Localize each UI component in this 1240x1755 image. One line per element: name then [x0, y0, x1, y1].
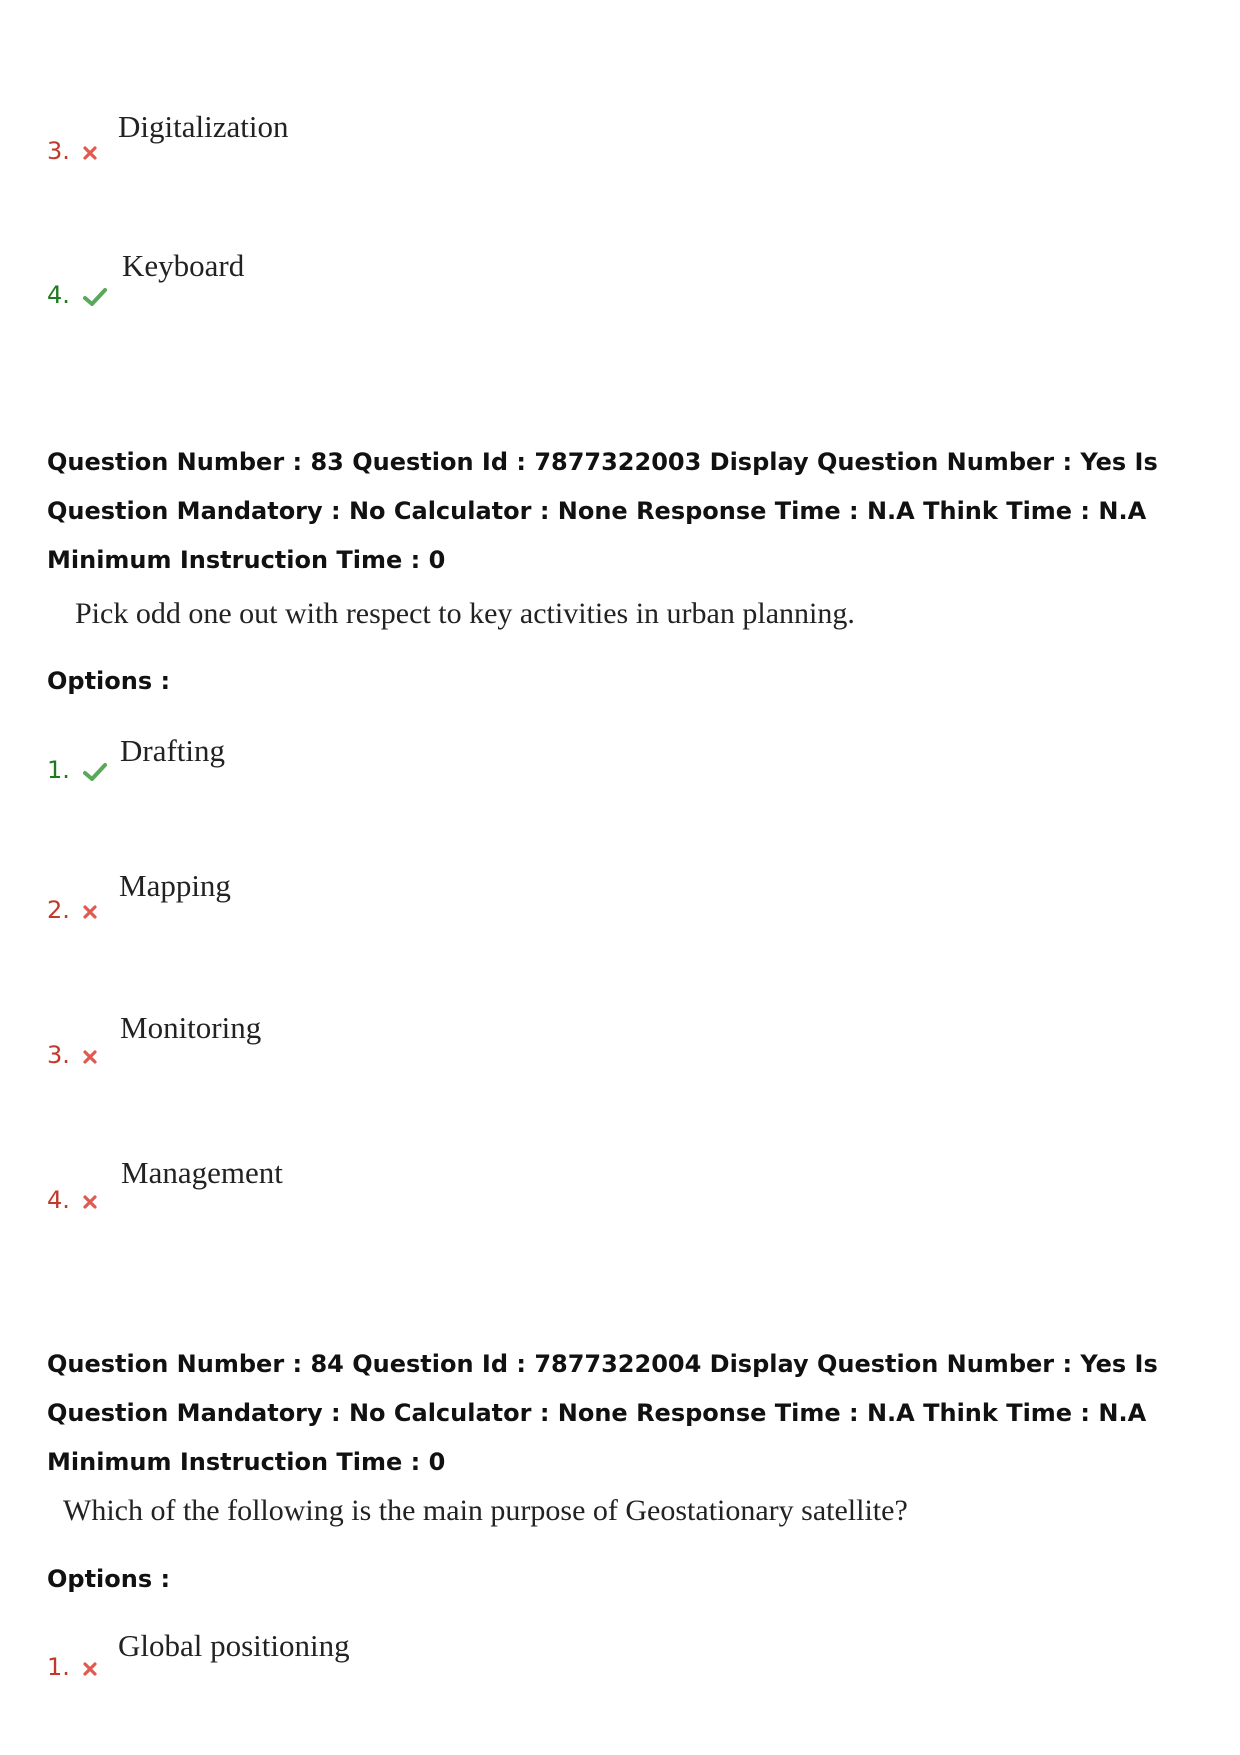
cross-icon	[83, 145, 97, 164]
option-text: Keyboard	[122, 248, 245, 283]
question-stem: Which of the following is the main purpose of Geostationary satellite?	[63, 1494, 908, 1527]
option-number: 3.	[47, 1041, 70, 1069]
option-text: Mapping	[119, 868, 231, 903]
option-row	[47, 1041, 97, 1069]
cross-icon	[83, 1049, 97, 1068]
option-text: Monitoring	[120, 1010, 262, 1045]
option-text: Management	[121, 1155, 283, 1190]
question-meta: Question Number : 83 Question Id : 7877322003 Display Question Number : Yes Is Question Mandatory : No Calculator : None Response Time : N.A Think Time : N.A Minimum Instruction Time : 0	[47, 448, 1158, 574]
option-row	[47, 137, 97, 165]
cross-icon	[83, 1194, 97, 1213]
cross-icon	[83, 1661, 97, 1680]
option-text: Digitalization	[118, 109, 289, 144]
option-number: 4.	[47, 281, 70, 309]
option-row	[47, 896, 97, 924]
option-number: 1.	[47, 1653, 70, 1681]
cross-icon	[83, 904, 97, 923]
check-icon	[83, 287, 107, 311]
check-icon	[83, 762, 107, 786]
option-row	[47, 1186, 97, 1214]
option-text: Global positioning	[118, 1628, 350, 1663]
options-label: Options :	[47, 1565, 171, 1593]
option-number: 3.	[47, 137, 70, 165]
option-row	[47, 281, 107, 311]
question-meta: Question Number : 84 Question Id : 7877322004 Display Question Number : Yes Is Question Mandatory : No Calculator : None Response Time : N.A Think Time : N.A Minimum Instruction Time : 0	[47, 1350, 1158, 1476]
option-number: 1.	[47, 756, 70, 784]
option-number: 4.	[47, 1186, 70, 1214]
option-number: 2.	[47, 896, 70, 924]
options-label: Options :	[47, 667, 171, 695]
option-row	[47, 1653, 97, 1681]
option-text: Drafting	[120, 733, 226, 768]
option-row	[47, 756, 107, 786]
question-stem: Pick odd one out with respect to key activities in urban planning.	[75, 597, 855, 630]
